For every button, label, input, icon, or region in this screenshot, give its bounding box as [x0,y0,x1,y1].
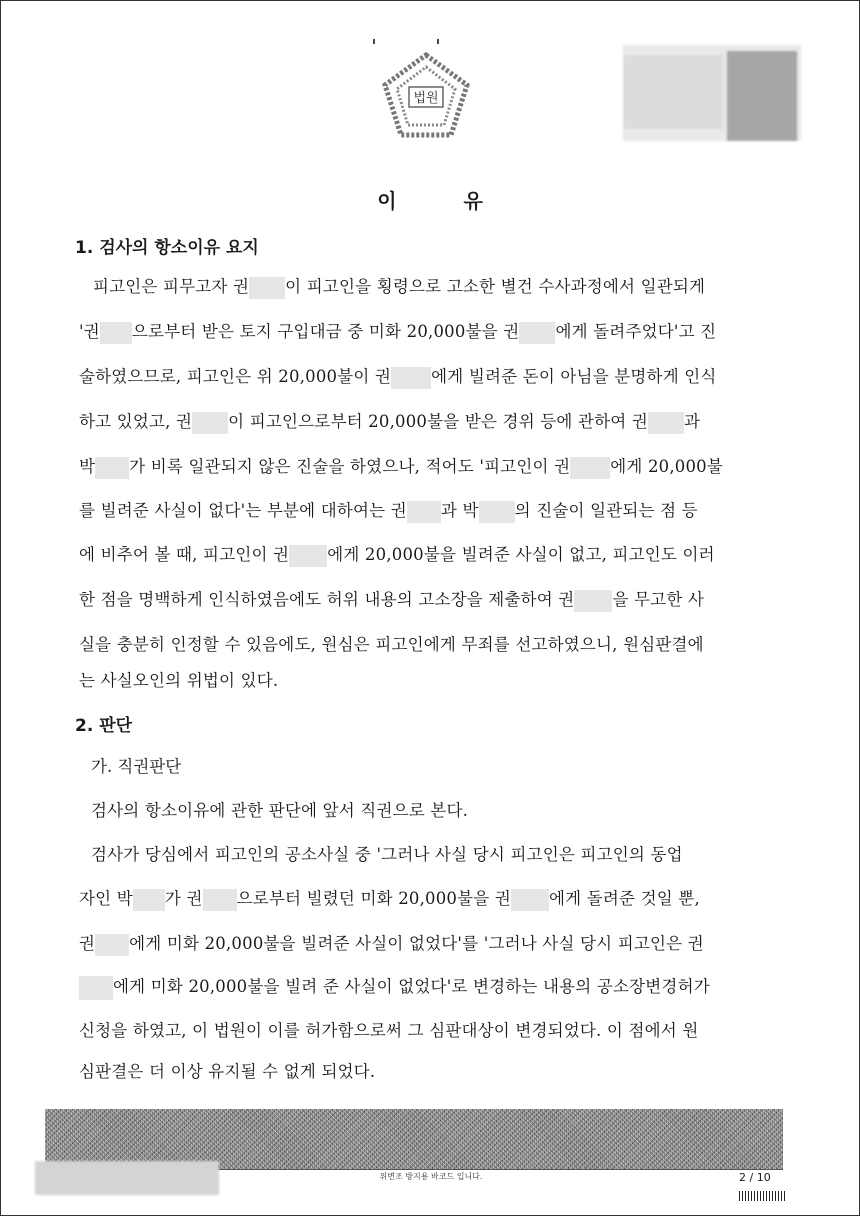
text-line: 심판결은 더 이상 유지될 수 없게 되었다. [79,1062,376,1081]
redaction-box [570,457,610,479]
page-number: 2 / 10 [739,1171,771,1184]
section1-heading: 1. 검사의 항소이유 요지 [75,238,259,258]
redaction-box [95,457,129,479]
redaction-box [203,889,237,911]
text-line: 하고 있었고, 권 이 피고인으로부터 20,000불을 받은 경위 등에 관하여 권 과 [79,408,779,434]
emblem-label: 법원 [413,91,439,106]
redaction-box [289,545,327,567]
redacted-stamp [623,45,801,141]
title-char-1: 이 [377,189,399,213]
redaction-box [391,367,431,389]
redaction-box [249,277,285,299]
title-char-2: 유 [463,189,485,213]
text-line: 를 빌려준 사실이 없다'는 부분에 대하여는 권 과 박 의 진술이 일관되는 점 등 [79,497,779,523]
redaction-box [648,412,684,434]
text-line: 검사의 항소이유에 관한 판단에 앞서 직권으로 본다. [91,801,469,820]
section2-subheading: 가. 직권판단 [91,757,182,776]
court-emblem-icon [379,49,473,145]
text-line: '권 으로부터 받은 토지 구입대금 중 미화 20,000불을 권 에게 돌려주었다'고 진 [79,318,779,344]
barcode-icon [739,1191,785,1201]
redaction-box [511,889,549,911]
page-title [1,185,860,214]
text-line: 신청을 하였고, 이 법원이 이를 허가함으로써 그 심판대상이 변경되었다. 이 점에서 원 [79,1021,699,1040]
text-line: 권 에게 미화 20,000불을 빌려준 사실이 없었다'를 '그러나 사실 당시 피고인은 권 [79,930,779,956]
section2-heading: 2. 판단 [75,716,133,736]
redaction-box [407,501,441,523]
text-line: 피고인은 피무고자 권 이 피고인을 횡령으로 고소한 별건 수사과정에서 일관되게 [93,273,779,299]
redaction-box [100,322,132,344]
security-pattern [45,1109,783,1169]
redaction-box [479,501,515,523]
text-line: 에 비추어 볼 때, 피고인이 권 에게 20,000불을 빌려준 사실이 없고, 피고인도 이러 [79,541,779,567]
redaction-box [519,322,555,344]
redaction-box [133,889,165,911]
text-line: 실을 충분히 인정할 수 있음에도, 원심은 피고인에게 무죄를 선고하였으니, 원심판결에 [79,635,704,654]
redaction-box [192,412,228,434]
text-line: 는 사실오인의 위법이 있다. [79,671,279,690]
scan-mark [373,39,375,44]
text-line: 검사가 당심에서 피고인의 공소사실 중 '그러나 사실 당시 피고인은 피고인의 동업 [91,845,683,864]
text-line: 한 점을 명백하게 인식하였음에도 허위 내용의 고소장을 제출하여 권 을 무고한 사 [79,586,779,612]
scan-mark [437,39,439,44]
redaction-box [79,976,113,1000]
text-line: 술하였으므로, 피고인은 위 20,000불이 권 에게 빌려준 돈이 아님을 분명하게 인식 [79,363,779,389]
redaction-box [95,934,129,956]
text-line: 자인 박 가 권 으로부터 빌렸던 미화 20,000불을 권 에게 돌려준 것일 뿐, [79,885,779,911]
text-line: 박 가 비록 일관되지 않은 진술을 하였으나, 적어도 '피고인이 권 에게 20,000불 [79,453,779,479]
footer-note: 위변조 방지용 바코드 입니다. [379,1172,483,1181]
redaction-box [574,590,612,612]
text-line: 에게 미화 20,000불을 빌려 준 사실이 없었다'로 변경하는 내용의 공소장변경허가 [79,973,779,1000]
